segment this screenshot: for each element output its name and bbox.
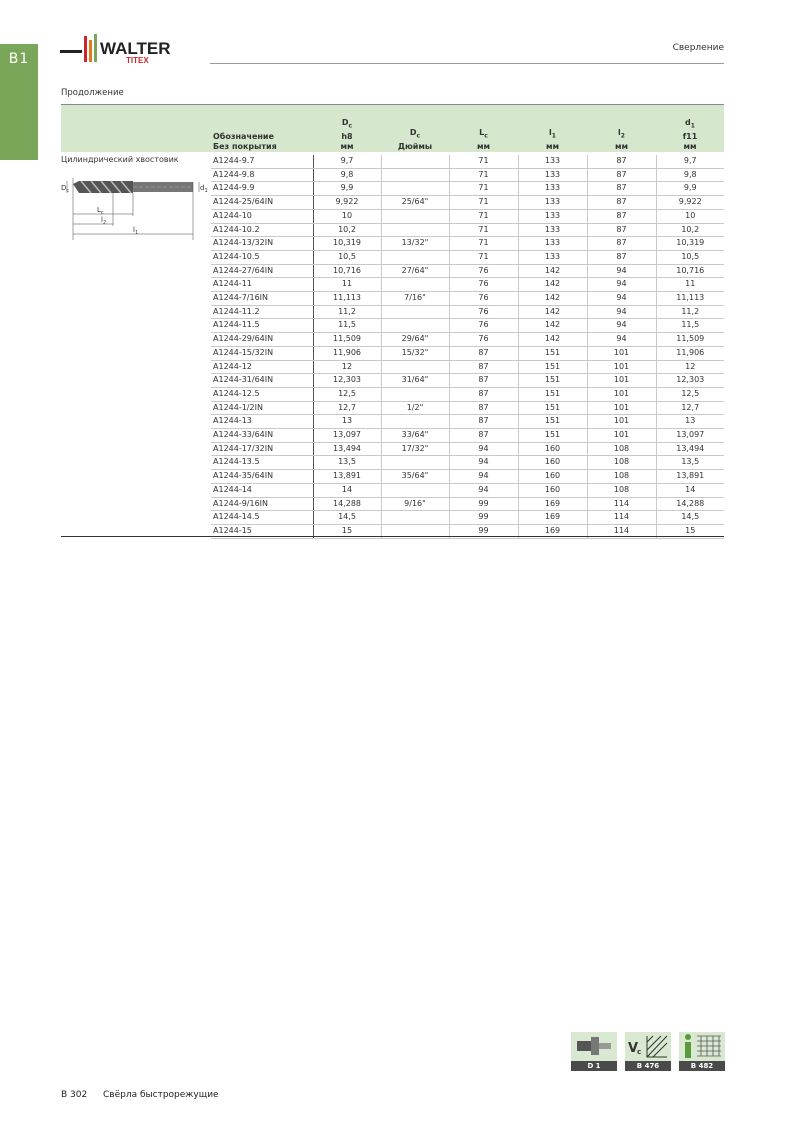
table-cell: 15/32" [381,346,449,360]
table-row [211,182,724,196]
table-cell: 87 [587,182,656,196]
table-cell: 35/64" [381,470,449,484]
table-row [211,264,724,278]
svg-text:c: c [637,1048,642,1056]
table-cell: 7/16" [381,292,449,306]
table-cell: 101 [587,374,656,388]
table-cell: 10 [313,209,381,223]
table-cell: 133 [518,155,587,168]
table-cell: 133 [518,196,587,210]
table-cell: 151 [518,401,587,415]
table-row [211,442,724,456]
table-body [211,155,724,538]
table-cell: 9,8 [313,168,381,182]
table-cell: 12,5 [313,387,381,401]
table-cell: 101 [587,360,656,374]
table-cell: 9,7 [656,155,724,168]
ref-d1-label: D 1 [571,1061,617,1071]
table-row [211,415,724,429]
footer-reference-icons [571,1032,725,1072]
table-row [211,483,724,497]
table-cell: A1244-14.5 [211,511,313,525]
table-row [211,319,724,333]
table-cell: 13 [313,415,381,429]
table-cell: 11,5 [313,319,381,333]
table-cell: 13,891 [656,470,724,484]
side-tab [0,44,38,160]
table-cell [381,305,449,319]
table-cell: 71 [449,196,518,210]
table-cell: 87 [449,374,518,388]
table-cell: A1244-25/64IN [211,196,313,210]
table-cell: 11,906 [313,346,381,360]
table-cell: A1244-13.5 [211,456,313,470]
table-cell: 76 [449,305,518,319]
table-cell: A1244-9/16IN [211,497,313,511]
table-cell: 13,494 [313,442,381,456]
table-cell: 99 [449,497,518,511]
table-cell: 87 [587,155,656,168]
table-cell: A1244-10.2 [211,223,313,237]
table-cell: 133 [518,209,587,223]
table-cell: 99 [449,511,518,525]
dim-lc-label: $L_c$ [97,206,104,216]
table-cell: 160 [518,456,587,470]
table-cell [381,209,449,223]
table-cell: 94 [587,333,656,347]
table-cell: 142 [518,292,587,306]
table-cell: 10,716 [656,264,724,278]
continued-label: Продолжение [61,88,124,98]
table-row [211,292,724,306]
table-cell: 9,9 [313,182,381,196]
table-cell: 25/64" [381,196,449,210]
dim-dc-label: $D_c$ [61,184,70,194]
table-cell: 14,288 [313,497,381,511]
table-cell: A1244-14 [211,483,313,497]
table-cell: 114 [587,497,656,511]
dim-l2-label: $l_2$ [101,216,107,226]
table-cell: 76 [449,278,518,292]
table-cell: 10,2 [313,223,381,237]
table-cell: 11,2 [656,305,724,319]
table-cell: 13,097 [656,429,724,443]
table-cell: 17/32" [381,442,449,456]
col-dc-inch-header: $D_c$ Дюймы [397,128,433,151]
table-cell: 101 [587,346,656,360]
table-cell: 151 [518,360,587,374]
table-cell: 11 [656,278,724,292]
table-cell: 108 [587,483,656,497]
table-cell: A1244-29/64IN [211,333,313,347]
info-icon [679,1032,725,1061]
table-cell: 94 [587,319,656,333]
table-cell: 94 [587,292,656,306]
col-dc-mm-header: $D_c$ h8 мм [340,118,354,151]
table-cell: 9,9 [656,182,724,196]
ref-b476[interactable] [625,1032,671,1072]
table-cell: 94 [449,442,518,456]
table-cell: 10,319 [656,237,724,251]
table-row [211,223,724,237]
table-row [211,401,724,415]
table-cell: 10,5 [656,250,724,264]
table-cell: 151 [518,387,587,401]
table-cell: 9/16" [381,497,449,511]
table-cell: A1244-12 [211,360,313,374]
table-cell: 87 [587,223,656,237]
table-cell: 14,288 [656,497,724,511]
table-cell: 87 [449,401,518,415]
table-cell: 108 [587,442,656,456]
table-cell [381,387,449,401]
table-cell: 87 [587,237,656,251]
table-cell: 33/64" [381,429,449,443]
table-cell: 27/64" [381,264,449,278]
table-cell: 99 [449,524,518,538]
table-cell: A1244-15/32IN [211,346,313,360]
table-cell: 29/64" [381,333,449,347]
table-cell: 87 [587,196,656,210]
dim-d1-label: $d_1$ [200,184,208,194]
table-cell: 169 [518,511,587,525]
table-cell: 76 [449,264,518,278]
table-cell: 13,097 [313,429,381,443]
section-title: Сверление [672,43,724,53]
table-cell: 14,5 [656,511,724,525]
table-row [211,429,724,443]
table-row [211,305,724,319]
table-cell: 12 [656,360,724,374]
table-cell: 108 [587,456,656,470]
table-cell: 71 [449,223,518,237]
table-cell: 133 [518,250,587,264]
table-row [211,250,724,264]
table-cell: 12,5 [656,387,724,401]
table-cell: 133 [518,182,587,196]
table-cell: 133 [518,223,587,237]
footer-title: Свёрла быстрорежущие [103,1090,219,1100]
ref-d1[interactable] [571,1032,617,1072]
table-cell [381,483,449,497]
table-cell [381,182,449,196]
table-cell: 142 [518,278,587,292]
walter-titex-logo [60,32,200,68]
table-cell: A1244-13 [211,415,313,429]
table-cell: 133 [518,237,587,251]
table-cell: 10 [656,209,724,223]
table-cell: 31/64" [381,374,449,388]
table-row [211,470,724,484]
table-cell: 101 [587,387,656,401]
table-cell: 13 [656,415,724,429]
table-cell: 94 [449,456,518,470]
table-cell: 9,922 [656,196,724,210]
table-cell: 13,494 [656,442,724,456]
cutting-speed-icon [625,1032,671,1061]
table-header-row [211,104,724,155]
header-rule [210,63,724,64]
table-cell: 142 [518,319,587,333]
table-cell: 11,906 [656,346,724,360]
table-cell: 11,2 [313,305,381,319]
table-cell: 87 [449,429,518,443]
table-cell: 76 [449,319,518,333]
table-cell: 11,5 [656,319,724,333]
table-cell: 151 [518,415,587,429]
table-cell: 87 [449,360,518,374]
table-cell: 108 [587,470,656,484]
table-cell: 76 [449,292,518,306]
table-cell: 71 [449,209,518,223]
col-lc-header: $L_c$ мм [476,128,491,151]
table-cell: A1244-10 [211,209,313,223]
table-cell: 13,5 [656,456,724,470]
table-cell: 13,5 [313,456,381,470]
table-cell: 12,303 [313,374,381,388]
col-designation-header: Обозначение Без покрытия [213,132,277,151]
table-cell: A1244-33/64IN [211,429,313,443]
table-cell: 71 [449,237,518,251]
table-cell: 11,113 [313,292,381,306]
table-cell: 10,319 [313,237,381,251]
table-cell [381,168,449,182]
table-cell: 101 [587,401,656,415]
table-cell [381,278,449,292]
table-cell: A1244-31/64IN [211,374,313,388]
table-cell: 1/2" [381,401,449,415]
col-d1-header: $d_1$ f11 мм [682,118,698,151]
table-cell: 94 [449,483,518,497]
product-table [211,104,724,539]
col-l2-header: $l_2$ мм [614,128,629,151]
table-cell: A1244-10.5 [211,250,313,264]
table-cell: 15 [313,524,381,538]
table-cell: 15 [656,524,724,538]
dim-l1-label: $l_1$ [133,226,139,236]
table-cell: 71 [449,250,518,264]
table-cell: A1244-27/64IN [211,264,313,278]
table-cell: A1244-9.8 [211,168,313,182]
svg-text:V: V [628,1041,639,1056]
table-cell: 94 [449,470,518,484]
table-cell: 142 [518,305,587,319]
table-row [211,360,724,374]
table-cell: 11,509 [656,333,724,347]
table-cell: 142 [518,333,587,347]
table-cell: 87 [449,346,518,360]
table-cell: 151 [518,429,587,443]
table-cell: 94 [587,278,656,292]
table-cell: 12,7 [656,401,724,415]
table-cell: 151 [518,374,587,388]
table-cell: 12 [313,360,381,374]
table-cell: 142 [518,264,587,278]
table-cell: A1244-9.9 [211,182,313,196]
table-cell: 9,922 [313,196,381,210]
table-cell: 87 [587,209,656,223]
table-cell: 87 [449,387,518,401]
ref-b482[interactable] [679,1032,725,1072]
table-row [211,511,724,525]
table-cell: 169 [518,524,587,538]
table-cell [381,415,449,429]
table-cell: 14 [313,483,381,497]
table-cell: 87 [587,168,656,182]
table-cell: 13/32" [381,237,449,251]
table-cell: 12,303 [656,374,724,388]
table-cell: 101 [587,429,656,443]
table-cell [381,319,449,333]
table-cell [381,511,449,525]
shank-holder-icon [571,1032,617,1061]
table-cell [381,456,449,470]
drill-dimension-drawing [61,172,211,242]
table-cell: 114 [587,511,656,525]
table-cell: 87 [449,415,518,429]
table-cell: 9,7 [313,155,381,168]
table-bottom-rule [61,536,724,537]
table-cell: A1244-11.2 [211,305,313,319]
table-cell: 10,2 [656,223,724,237]
ref-b482-label: B 482 [679,1061,725,1071]
logo-word-walter: WALTER [100,39,171,58]
page-number: B 302 [61,1090,88,1100]
table-cell: A1244-11 [211,278,313,292]
table-row [211,346,724,360]
table-cell: A1244-12.5 [211,387,313,401]
table-cell: A1244-17/32IN [211,442,313,456]
table-cell: 76 [449,333,518,347]
table-row [211,237,724,251]
ref-b476-label: B 476 [625,1061,671,1071]
table-cell: 11,113 [656,292,724,306]
table-cell: A1244-35/64IN [211,470,313,484]
table-cell: 160 [518,442,587,456]
table-row [211,196,724,210]
table-cell: 101 [587,415,656,429]
logo-word-titex: TITEX [126,56,149,65]
table-cell: 14,5 [313,511,381,525]
table-row [211,209,724,223]
table-cell: 114 [587,524,656,538]
table-cell: A1244-1/2IN [211,401,313,415]
table-cell: 160 [518,470,587,484]
table-cell: 13,891 [313,470,381,484]
shank-type-label: Цилиндрический хвостовик [61,155,179,164]
table-cell [381,250,449,264]
table-cell: 14 [656,483,724,497]
table-row [211,278,724,292]
table-row [211,387,724,401]
table-cell [381,360,449,374]
table-row [211,168,724,182]
table-cell: 94 [587,264,656,278]
table-cell: 71 [449,155,518,168]
table-cell: 71 [449,182,518,196]
table-cell: 10,716 [313,264,381,278]
table-row [211,333,724,347]
table-cell [381,155,449,168]
table-cell: 10,5 [313,250,381,264]
table-cell: A1244-13/32IN [211,237,313,251]
table-cell: 11,509 [313,333,381,347]
table-cell: A1244-7/16IN [211,292,313,306]
table-cell: A1244-11.5 [211,319,313,333]
side-tab-label: B1 [8,51,30,67]
table-cell: 151 [518,346,587,360]
table-cell: 9,8 [656,168,724,182]
table-cell: 12,7 [313,401,381,415]
table-cell: A1244-15 [211,524,313,538]
table-row [211,456,724,470]
table-row [211,155,724,168]
table-row [211,374,724,388]
table-cell: 71 [449,168,518,182]
table-cell: 160 [518,483,587,497]
table-cell: 94 [587,305,656,319]
table-cell: 87 [587,250,656,264]
table-cell: 11 [313,278,381,292]
table-cell: 169 [518,497,587,511]
table-row [211,497,724,511]
table-cell: A1244-9.7 [211,155,313,168]
table-cell [381,223,449,237]
table-cell: 133 [518,168,587,182]
col-l1-header: $l_1$ мм [545,128,560,151]
